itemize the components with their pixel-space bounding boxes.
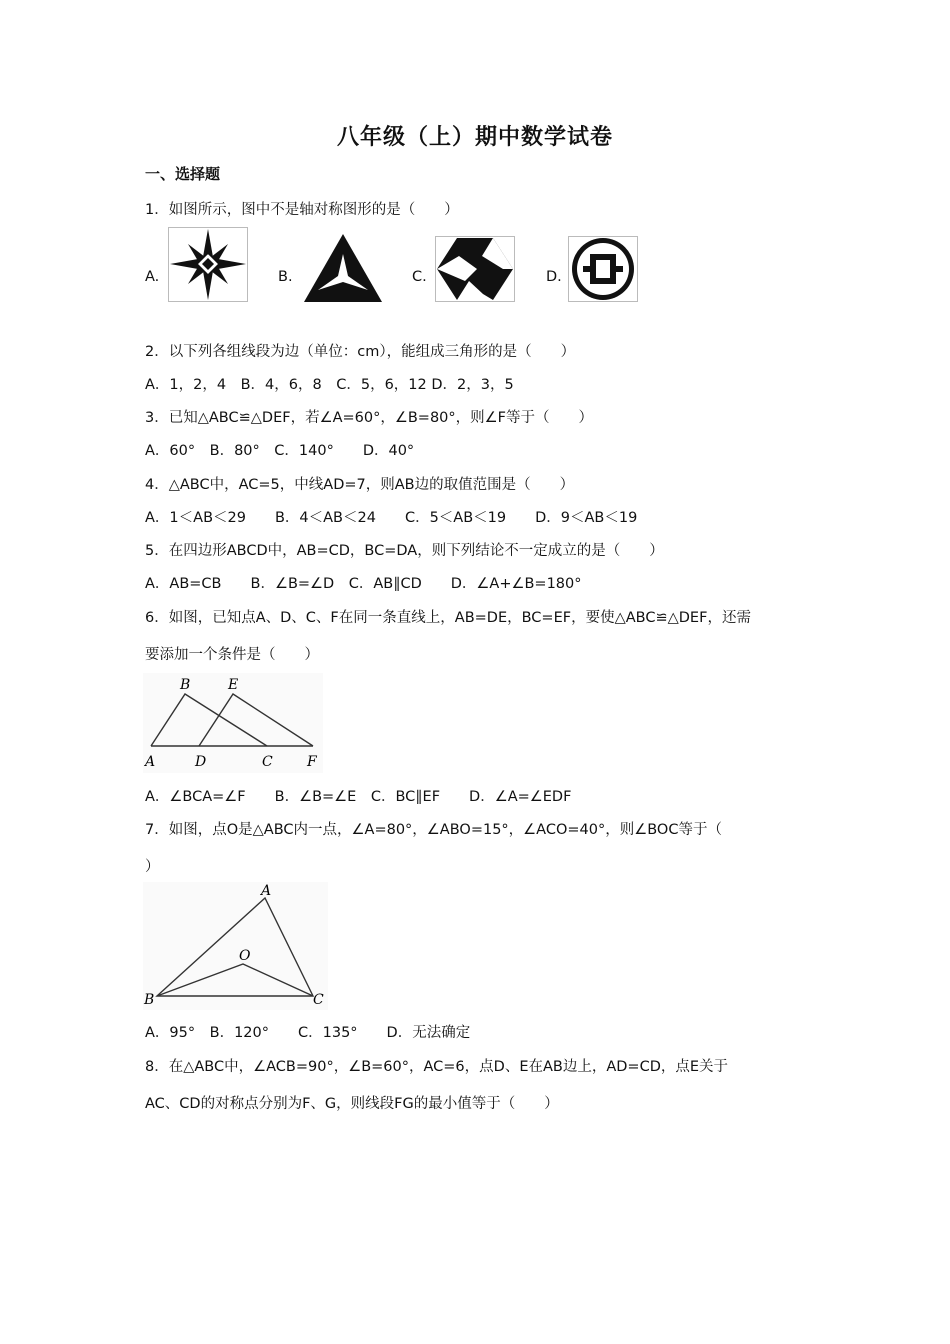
question-7-options: A．95° B．120° C．135° D．无法确定 <box>145 1025 471 1041</box>
label-c: C <box>313 992 324 1008</box>
label-a: A <box>261 883 272 899</box>
label-b: B <box>144 992 155 1008</box>
q7-triangle-figure <box>143 882 328 1010</box>
question-4-options: A．1＜AB＜29 B．4＜AB＜24 C．5＜AB＜19 D．9＜AB＜19 <box>145 510 638 526</box>
question-7-text-line2: ） <box>145 859 160 875</box>
question-4-text: 4．△ABC中，AC=5，中线AD=7，则AB边的取值范围是（ ） <box>145 477 575 493</box>
question-5-options: A．AB=CB B．∠B=∠D C．AB∥CD D．∠A+∠B=180° <box>145 576 582 592</box>
question-3-options: A．60° B．80° C．140° D．40° <box>145 443 415 459</box>
ancient-coin-figure <box>568 236 638 302</box>
question-7-text-line1: 7．如图，点O是△ABC内一点，∠A=80°，∠ABO=15°，∠ACO=40°，则∠BOC等于（ <box>145 822 722 838</box>
label-e: E <box>228 677 239 693</box>
question-6-text-line2: 要添加一个条件是（ ） <box>145 647 319 663</box>
q1-option-a-label: A. <box>145 269 160 285</box>
hexagon-cube-figure <box>435 236 515 302</box>
compass-star-figure <box>168 227 248 302</box>
label-f: F <box>307 754 317 770</box>
label-o: O <box>239 948 251 964</box>
label-a: A <box>145 754 156 770</box>
question-8-text-line1: 8．在△ABC中，∠ACB=90°，∠B=60°，AC=6，点D、E在AB边上，AD=CD，点E关于 <box>145 1059 729 1075</box>
q1-option-c-label: C. <box>412 269 427 285</box>
question-5-text: 5．在四边形ABCD中，AB=CD，BC=DA，则下列结论不一定成立的是（ ） <box>145 543 664 559</box>
q6-triangles-figure <box>143 673 323 773</box>
question-2-text: 2．以下列各组线段为边（单位：cm），能组成三角形的是（ ） <box>145 344 576 360</box>
triangle-pinwheel-figure <box>302 232 384 304</box>
label-d: D <box>195 754 207 770</box>
page-title: 八年级（上）期中数学试卷 <box>336 125 613 150</box>
section-heading: 一、选择题 <box>145 165 221 183</box>
question-8-text-line2: AC、CD的对称点分别为F、G，则线段FG的最小值等于（ ） <box>145 1096 559 1112</box>
q1-option-b-label: B. <box>278 269 293 285</box>
q1-option-d-label: D. <box>546 269 562 285</box>
label-c: C <box>262 754 273 770</box>
question-2-options: A．1，2，4 B．4，6，8 C．5，6，12 D．2，3，5 <box>145 377 514 393</box>
question-3-text: 3．已知△ABC≌△DEF，若∠A=60°，∠B=80°，则∠F等于（ ） <box>145 410 593 426</box>
question-6-options: A．∠BCA=∠F B．∠B=∠E C．BC∥EF D．∠A=∠EDF <box>145 789 572 805</box>
question-6-text-line1: 6．如图，已知点A、D、C、F在同一条直线上，AB=DE，BC=EF，要使△ABC≌△DEF，还需 <box>145 610 751 626</box>
label-b: B <box>180 677 191 693</box>
question-1-text: 1．如图所示，图中不是轴对称图形的是（ ） <box>145 202 459 218</box>
